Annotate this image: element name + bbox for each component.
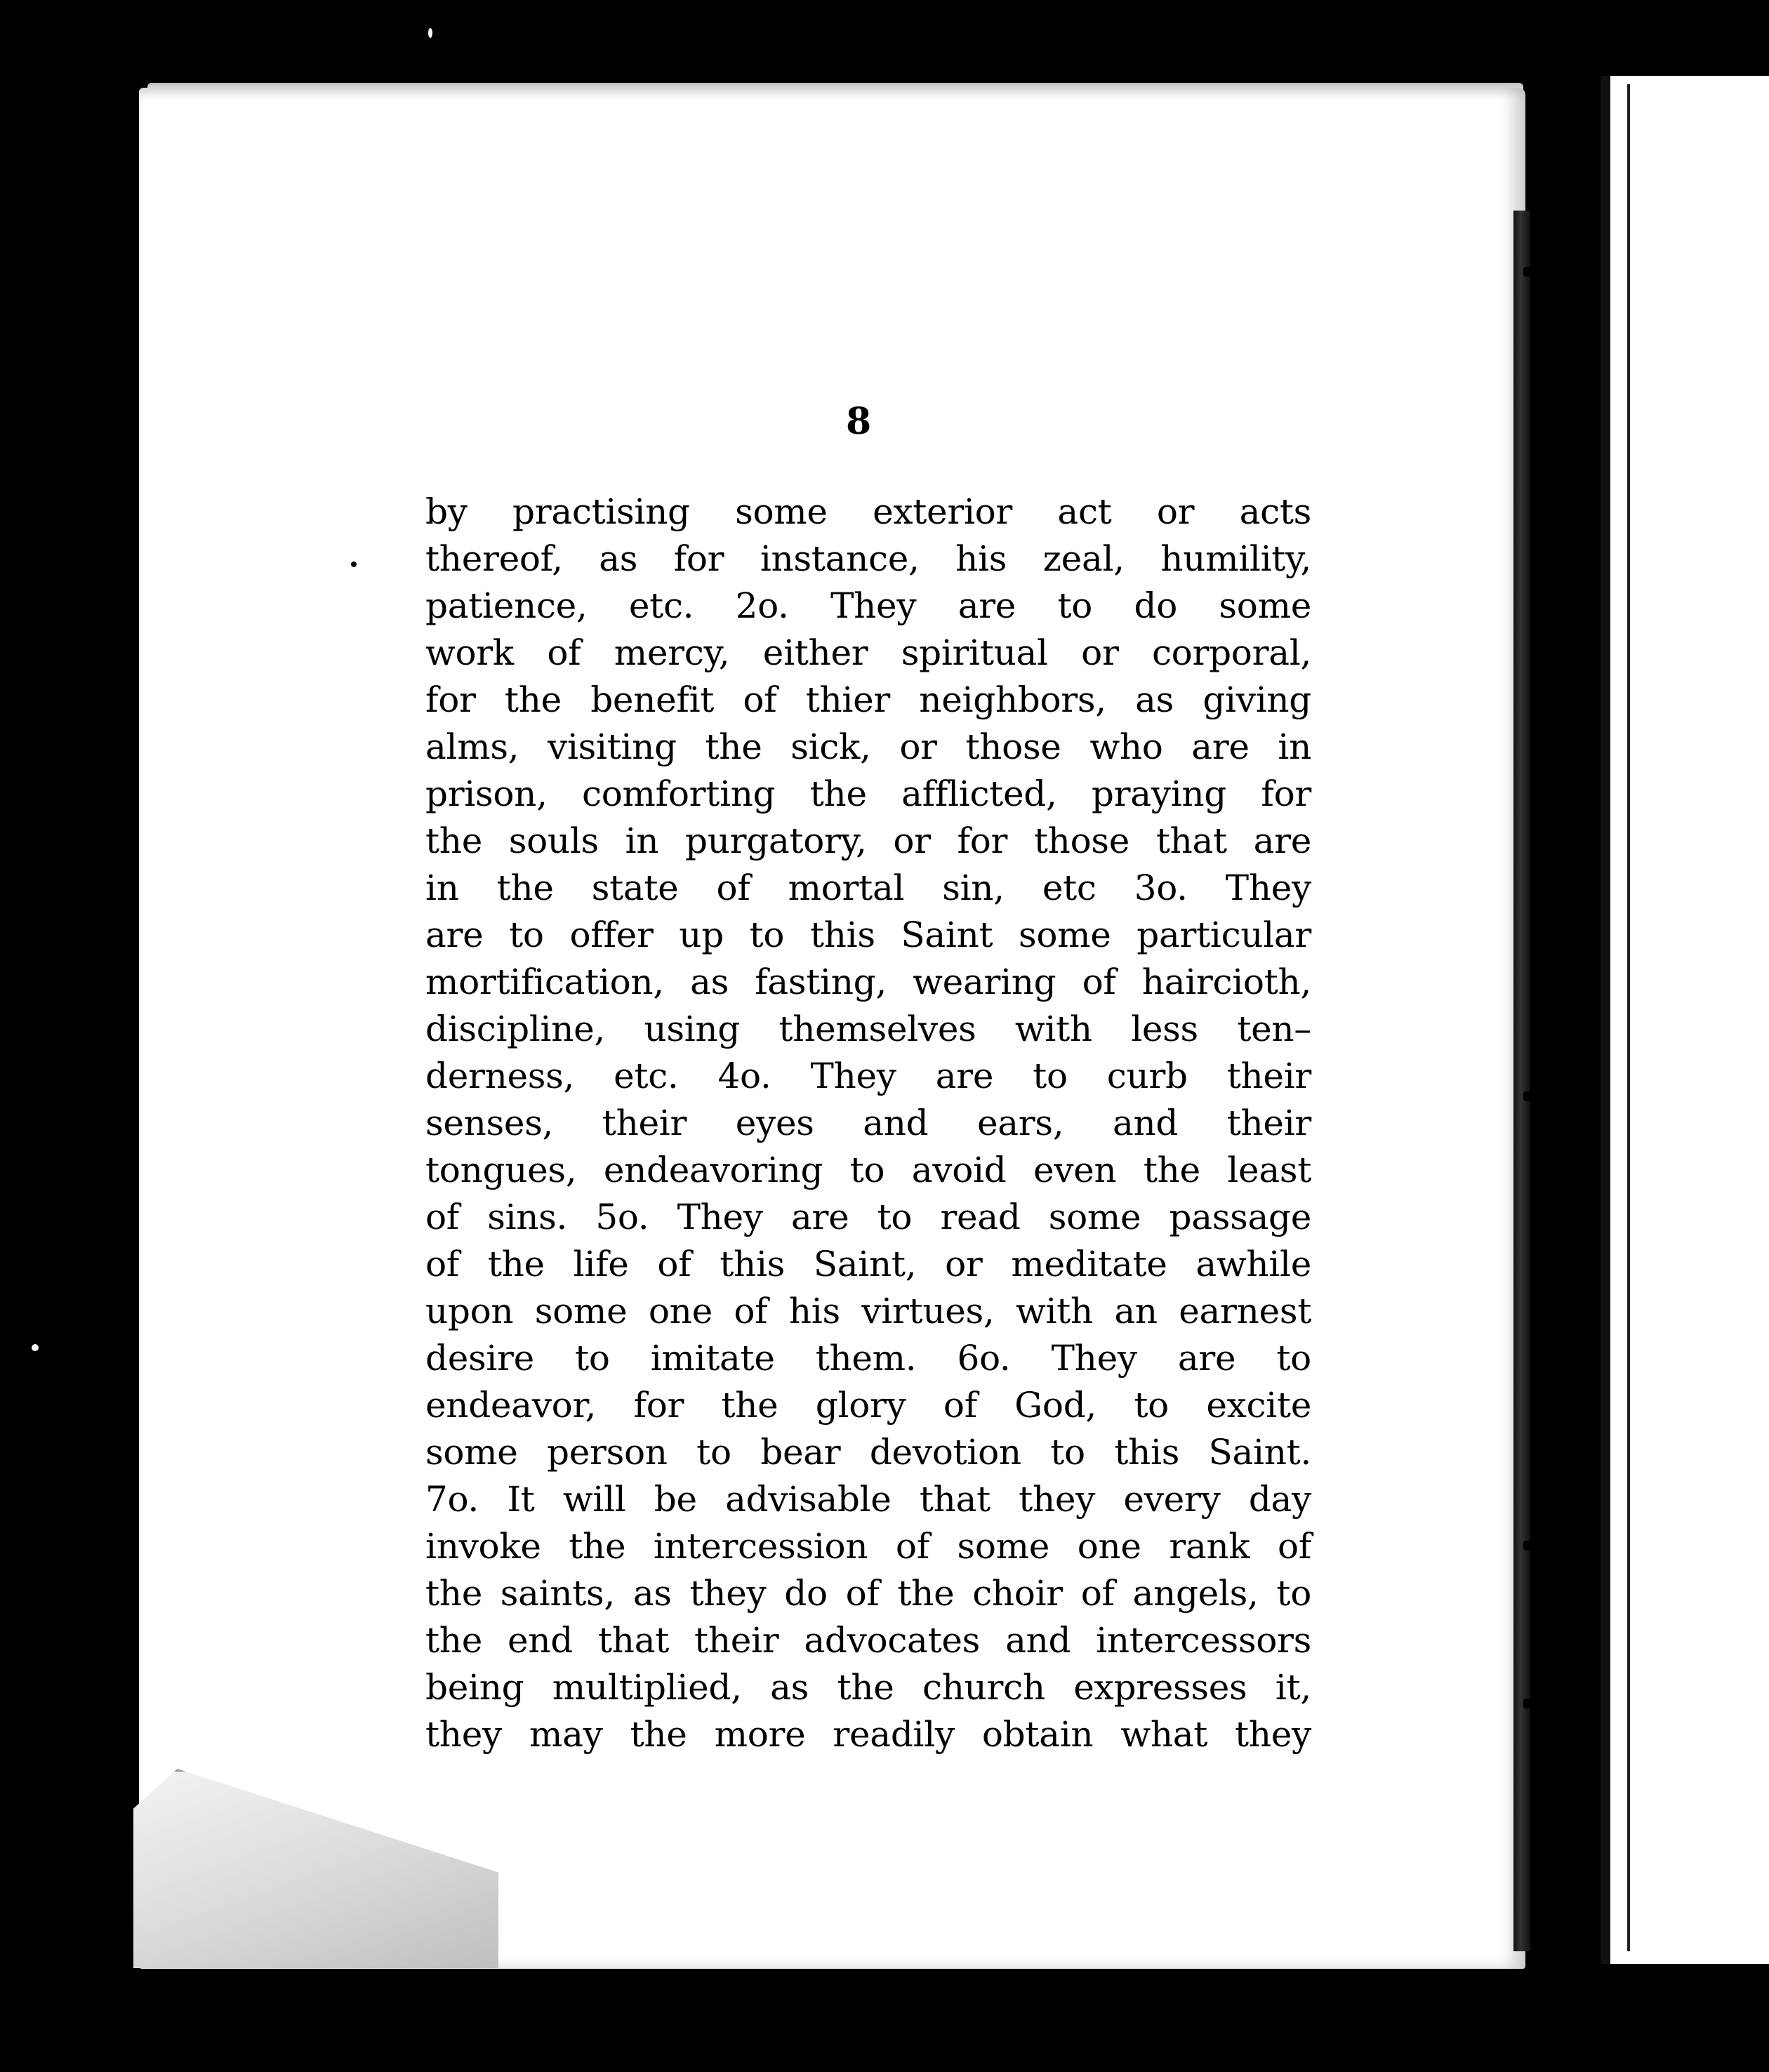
text-line: some person to bear devotion to this Saint. <box>425 1432 1311 1473</box>
text-line: in the state of mortal sin, etc 3o. They <box>425 868 1311 908</box>
text-line: the saints, as they do of the choir of angels, to <box>425 1573 1311 1614</box>
text-line: patience, etc. 2o. They are to do some <box>425 585 1311 626</box>
text-line: are to offer up to this Saint some particular <box>425 915 1311 955</box>
text-line: the end that their advocates and intercessors <box>425 1620 1311 1661</box>
binding-stitch <box>1523 1541 1579 1550</box>
dust-speck <box>428 28 432 38</box>
text-line: endeavor, for the glory of God, to excite <box>425 1385 1311 1426</box>
text-line: derness, etc. 4o. They are to curb their <box>425 1056 1311 1096</box>
page-number: 8 <box>846 400 872 443</box>
text-line: for the benefit of thier neighbors, as giving <box>425 679 1311 720</box>
text-line: of sins. 5o. They are to read some passage <box>425 1197 1311 1237</box>
text-line: thereof, as for instance, his zeal, humility, <box>425 538 1311 579</box>
text-line: they may the more readily obtain what they <box>425 1714 1311 1755</box>
text-line: mortification, as fasting, wearing of haircioth, <box>425 962 1311 1002</box>
binding-stitch <box>1523 267 1551 277</box>
text-line: discipline, using themselves with less ten– <box>425 1009 1311 1049</box>
text-line: upon some one of his virtues, with an earnest <box>425 1291 1311 1331</box>
text-line: of the life of this Saint, or meditate awhile <box>425 1244 1311 1284</box>
dust-speck <box>32 1344 39 1351</box>
text-line: work of mercy, either spiritual or corporal, <box>425 632 1311 673</box>
text-line: prison, comforting the afflicted, praying for <box>425 773 1311 814</box>
facing-page <box>1601 76 1769 1964</box>
text-line: the souls in purgatory, or for those that are <box>425 821 1311 861</box>
text-line: tongues, endeavoring to avoid even the least <box>425 1150 1311 1190</box>
text-line: desire to imitate them. 6o. They are to <box>425 1338 1311 1379</box>
binding-stitch <box>1523 1091 1579 1101</box>
ink-speck <box>351 562 357 567</box>
text-line: senses, their eyes and ears, and their <box>425 1103 1311 1143</box>
facing-page-rule <box>1627 84 1630 1951</box>
binding-strip <box>1513 211 1530 1951</box>
body-text <box>425 489 1311 1758</box>
text-line: being multiplied, as the church expresses it, <box>425 1667 1311 1708</box>
binding-stitch <box>1523 1699 1579 1708</box>
text-line: invoke the intercession of some one rank of <box>425 1526 1311 1567</box>
text-line: by practising some exterior act or acts <box>425 491 1311 532</box>
text-line: 7o. It will be advisable that they every day <box>425 1479 1311 1520</box>
text-line: alms, visiting the sick, or those who are in <box>425 726 1311 767</box>
